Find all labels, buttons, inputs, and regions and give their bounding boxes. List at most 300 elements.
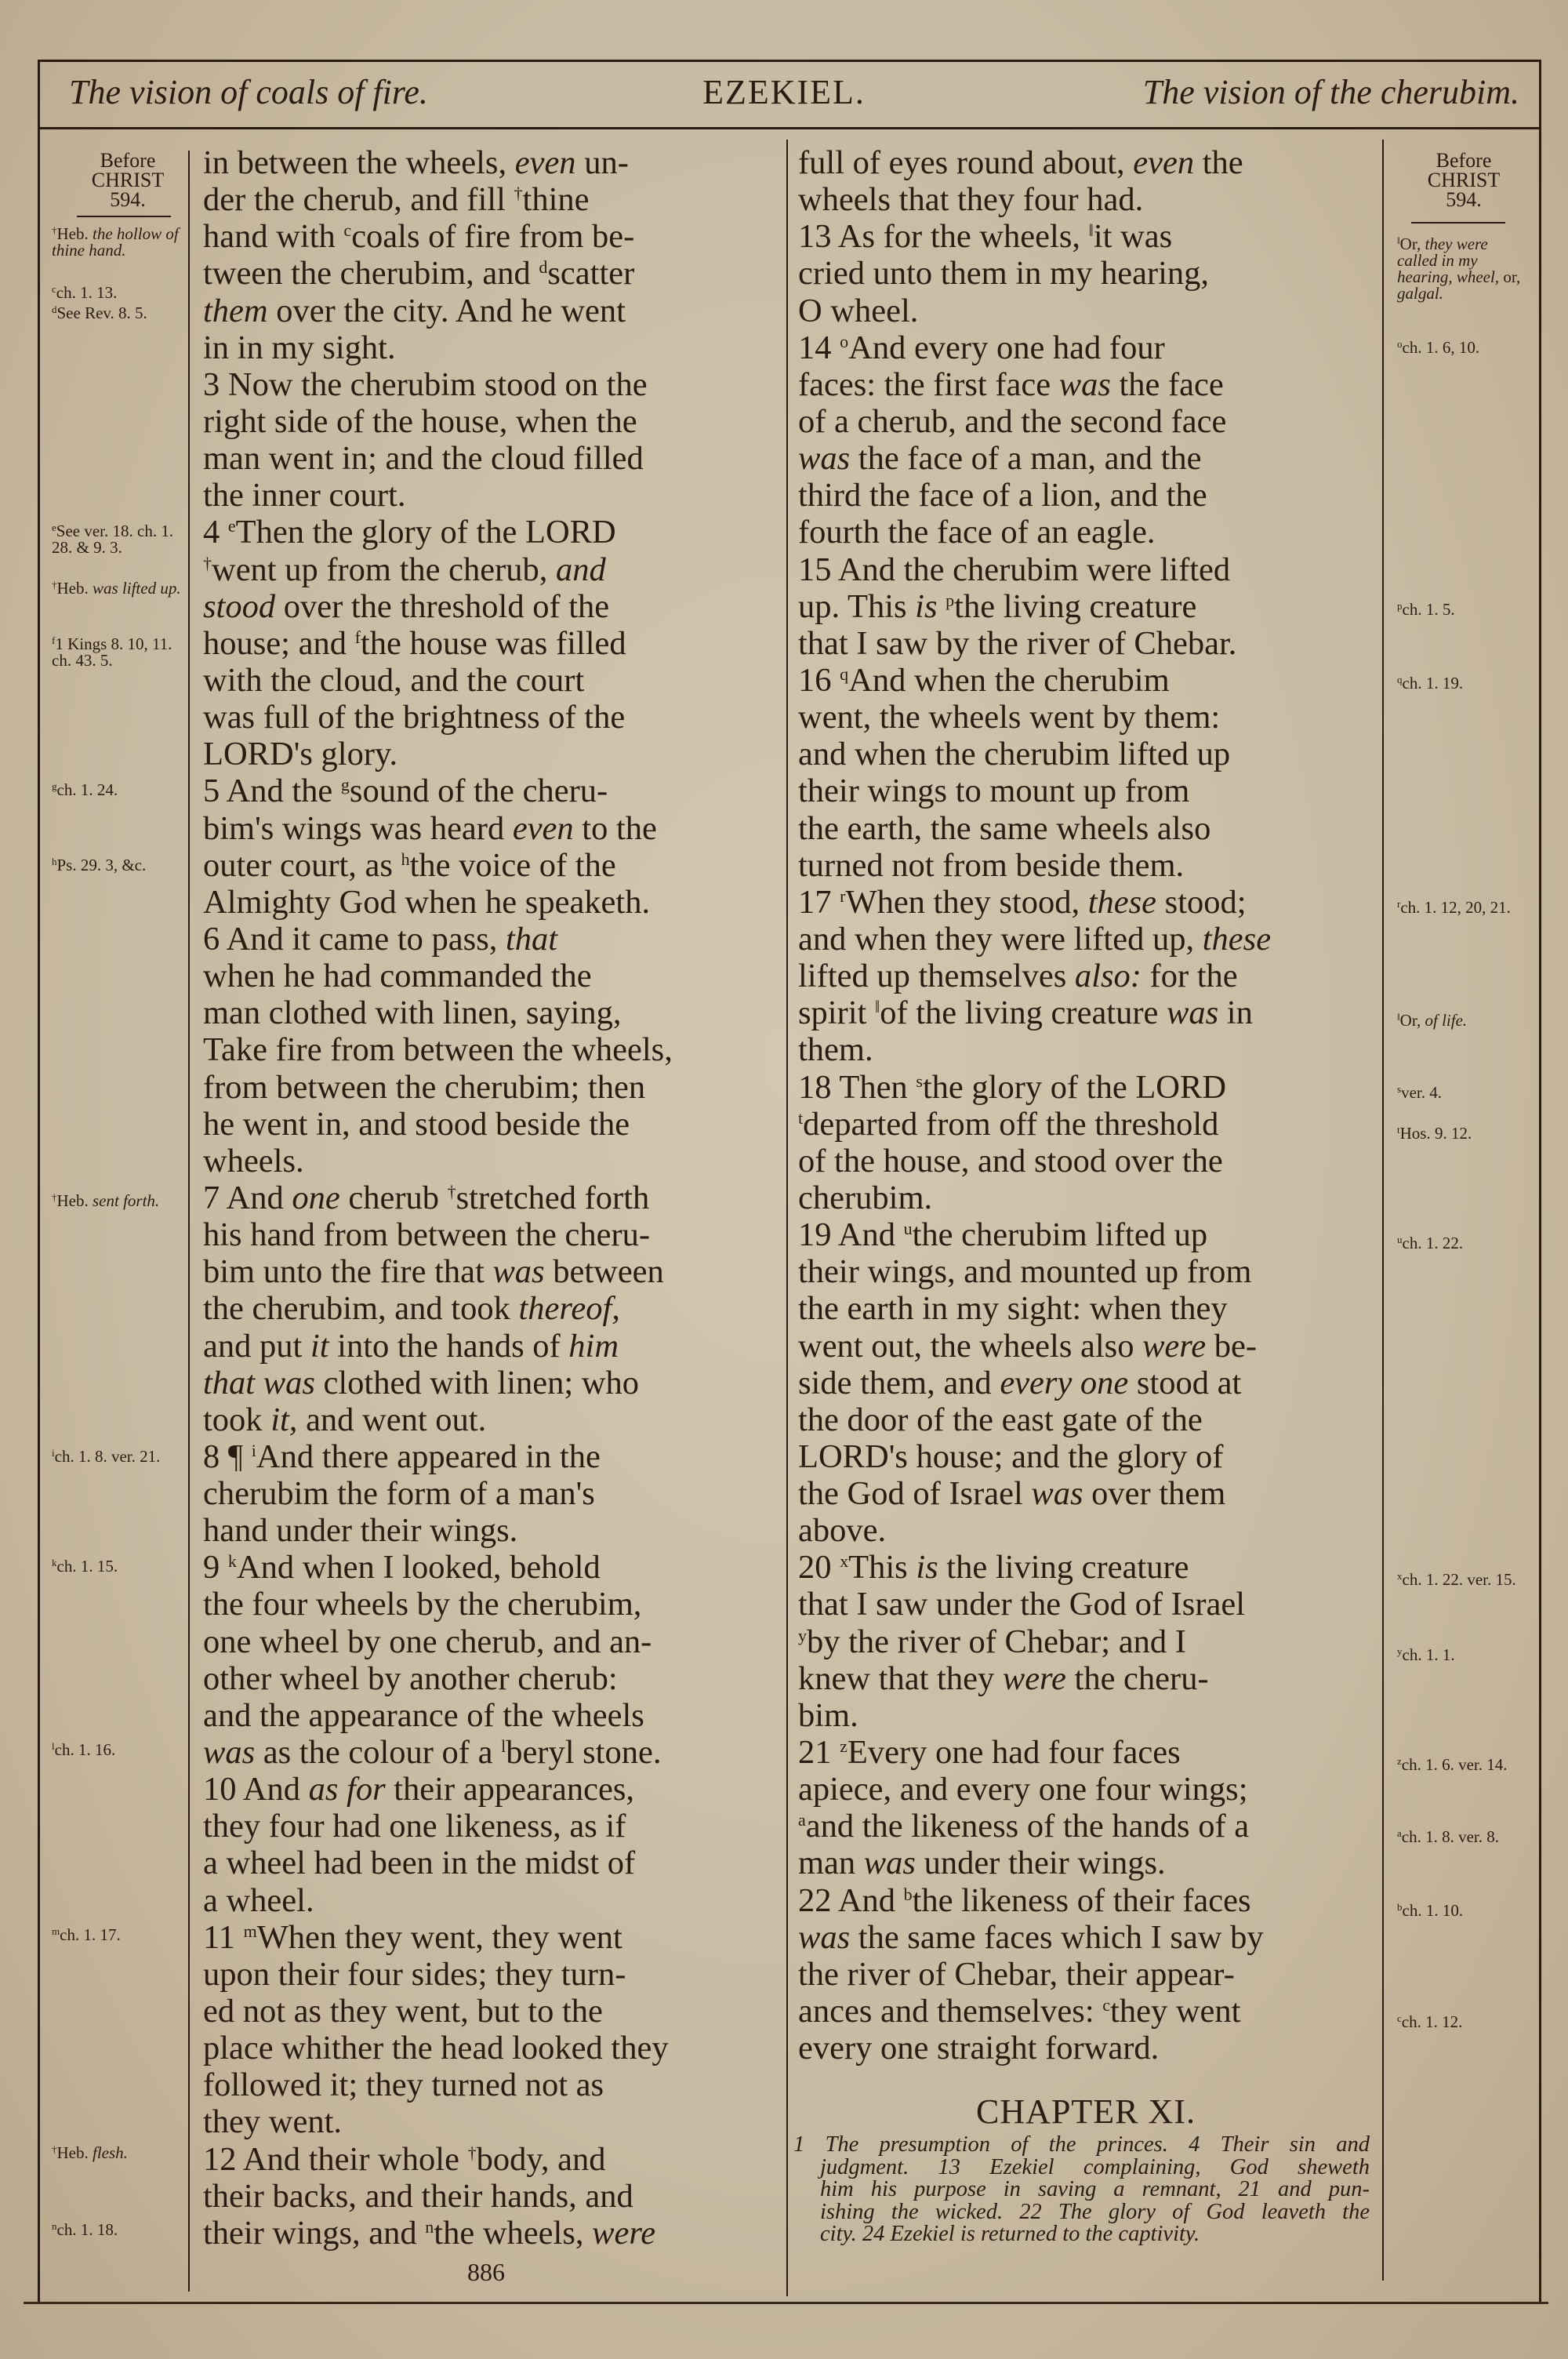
text-run: 6 And it came to pass, [203,920,506,958]
reference-mark: p [946,590,955,610]
italic-run: of life. [1425,1011,1468,1030]
text-run: ch. 1. 13. [56,283,118,302]
verse-line [798,1919,1373,1956]
text-run: bim's wings was heard [203,809,513,847]
verse-line [203,1697,775,1734]
text-run: See ver. 18. ch. 1. 28. & 9. 3. [52,522,174,557]
text-run: the house was filled [360,624,626,662]
verse-line [203,2066,775,2103]
text-run: between [544,1253,664,1291]
verse-line [203,662,775,699]
italic-run: also: [1074,958,1142,995]
verse-line [798,144,1373,181]
text-run: of the house, and stood over the [798,1142,1223,1180]
verse-line [798,329,1373,366]
verse-line [203,1031,775,1068]
verse-line [798,1253,1373,1290]
text-run: above. [798,1512,887,1550]
verse-line [798,1734,1373,1771]
text-run: 11 [203,1918,244,1956]
text-run: knew that they [798,1659,1003,1697]
verse-line [798,440,1373,477]
text-run: Hos. 9. 12. [1399,1124,1472,1143]
text-run: 19 And [798,1216,904,1254]
text-run: Take fire from between the wheels, [203,1031,673,1069]
text-run: ch. 1. 12. [1401,2012,1463,2031]
reference-mark: z [840,1736,848,1757]
page-number: 886 [467,2258,505,2286]
verse-line [203,1290,775,1327]
text-run: coals of fire from be- [351,218,635,256]
reference-mark: i [251,1440,256,1460]
marginal-reference [1397,900,1530,916]
reference-mark: f [354,627,361,647]
text-run: This [848,1549,916,1587]
text-run: house; and [203,624,355,662]
verse-line [798,403,1373,440]
marginal-reference [52,636,185,669]
text-run: LORD's glory. [203,736,398,773]
text-run: cried unto them in my hearing, [798,255,1210,293]
marginal-reference [52,1558,185,1575]
reference-mark: u [903,1219,913,1239]
chapter-summary [793,2134,1370,2246]
text-run: See Rev. 8. 5. [56,304,147,322]
reference-mark: g [340,775,350,795]
text-run: ch. 1. 5. [1402,600,1455,619]
verse-line [203,1993,775,2030]
reference-mark: h [52,856,57,867]
text-run: body, and [476,2140,606,2178]
verse-line [798,1438,1373,1475]
text-run: the cherubim, and took [203,1290,519,1328]
reference-mark: k [52,1557,57,1568]
verse-line [203,699,775,736]
text-run: tween the cherubim, and [203,255,539,293]
reference-mark: ‖ [875,997,880,1017]
text-run: with the cloud, and the court [203,661,585,699]
text-run: a wheel had been in the midst of [203,1845,636,1882]
verse-line [798,1623,1373,1660]
text-run: their wings, and mounted up from [798,1253,1252,1291]
reference-mark: c [343,220,352,241]
text-run: ch. 1. 8. ver. 8. [1401,1827,1500,1846]
text-run: it was [1093,218,1173,256]
text-run: ch. 1. 6. ver. 14. [1401,1755,1508,1774]
reference-mark: d [52,304,57,315]
text-run: 18 Then [798,1068,916,1106]
italic-run: it [310,1327,329,1365]
reference-mark: e [227,516,236,536]
verse-line [798,1512,1373,1549]
verse-line [203,2215,775,2252]
text-run: the likeness of their faces [912,1881,1251,1919]
text-run: and when they were lifted up, [798,920,1203,958]
verse-line [203,1365,775,1401]
text-run: their backs, and their hands, and [203,2177,633,2215]
reference-mark: b [1397,1901,1403,1913]
summary-line: him his purpose in saving a remnant, 21 and pun- [820,2177,1370,2201]
reference-mark: a [798,1810,806,1830]
verse-line [798,255,1373,292]
before-text: Before [100,149,156,172]
italic-run: thereof, [518,1290,620,1328]
text-run: Ps. 29. 3, &c. [56,856,147,874]
verse-line [203,1438,775,1475]
text-run: the living creature [938,1549,1189,1587]
text-run: over them [1083,1475,1226,1513]
text-run: 16 [798,661,840,699]
text-run: the earth, the same wheels also [798,809,1211,847]
marginal-reference [52,580,185,597]
verse-line [203,1328,775,1365]
marginal-reference [1397,602,1530,618]
text-run: lifted up themselves [798,958,1075,995]
text-run: faces: the first face [798,365,1059,403]
reference-mark: r [840,885,846,906]
reference-mark: o [840,331,849,351]
verse-line [203,1771,775,1808]
text-run: one wheel by one cherub, and an- [203,1623,652,1660]
text-run: O wheel. [798,292,919,329]
verse-line [798,1771,1373,1808]
text-run: into the hands of [328,1327,569,1365]
text-run: hand under their wings. [203,1512,518,1550]
italic-run: it, [270,1401,298,1438]
text-run: when he had commanded the [203,958,592,995]
text-run: went out, the wheels also [798,1327,1143,1365]
italic-run: was [863,1845,916,1882]
text-run: And when I looked, behold [236,1549,601,1587]
text-run: Or, [1399,234,1425,253]
text-run: he went in, and stood beside the [203,1105,630,1143]
verse-line [798,1031,1373,1068]
reference-mark: c [1397,2012,1402,2024]
verse-line [798,1365,1373,1401]
left-text-column [203,144,775,2252]
verse-line [798,2030,1373,2066]
chapter-heading: CHAPTER XI. [976,2092,1196,2131]
italic-run: even [512,809,574,847]
text-run: man went in; and the cloud filled [203,440,644,478]
marginal-reference [52,857,185,874]
verse-line [203,994,775,1031]
text-run: ch. 1. 15. [56,1557,118,1576]
italic-run: stood [203,587,276,625]
text-run: and when the cherubim lifted up [798,736,1231,773]
verse-line [203,2178,775,2215]
text-run: ver. 4. [1401,1083,1442,1102]
text-run: took [203,1401,271,1438]
text-run: ch. 1. 12, 20, 21. [1400,898,1511,917]
text-run: 4 [203,514,228,551]
text-run: third the face of a lion, and the [798,477,1207,514]
marginal-reference [1397,1829,1530,1845]
text-run: sound of the cheru- [349,772,608,810]
marginal-reference [1397,2014,1530,2030]
italic-run: even [1133,144,1195,181]
reference-mark: n [425,2216,434,2237]
text-run: and the likeness of the hands of a [805,1808,1250,1845]
reference-mark: m [243,1921,257,1941]
text-run: bim. [798,1696,858,1734]
italic-run: that was [203,1364,315,1401]
text-run: from between the cherubim; then [203,1068,646,1106]
verse-line [798,1328,1373,1365]
text-run: every one straight forward. [798,2030,1160,2067]
book-title: EZEKIEL. [702,73,866,111]
marginal-reference [1397,1572,1530,1588]
text-run: went up from the cherub, [212,551,557,588]
verse-line [203,1919,775,1956]
reference-mark: o [1397,338,1403,350]
verse-line [798,1993,1373,2030]
text-run: by the river of Chebar; and I [807,1623,1186,1660]
text-run: their wings, and [203,2214,426,2252]
reference-mark: f [52,634,56,646]
marginal-reference [52,2145,185,2161]
marginal-reference [52,523,185,556]
verse-line [203,514,775,551]
text-run: cherubim. [798,1179,933,1216]
italic-run: one [292,1179,340,1216]
text-run: the cheru- [1065,1659,1209,1697]
reference-mark: q [840,663,849,684]
reference-mark: l [501,1736,506,1757]
verse-line [798,1549,1373,1586]
text-run: man clothed with linen, saying, [203,994,622,1032]
text-run: of a cherub, and the second face [798,402,1227,440]
text-run: of the living creature [880,994,1167,1032]
text-run: right side of the house, when the [203,402,637,440]
reference-mark: b [903,1884,913,1904]
text-run: upon their four sides; they turn- [203,1955,626,1993]
italic-run: him [568,1327,619,1365]
year-text: 594. [1446,188,1482,211]
text-run: wheels. [203,1142,304,1180]
verse-line [203,958,775,994]
verse-line [203,181,775,218]
text-run: fourth the face of an eagle. [798,514,1156,551]
text-run: or, [1499,267,1521,286]
text-run: 21 [798,1734,840,1772]
before-text: Before [1436,149,1492,172]
text-run: over the threshold of the [275,587,610,625]
text-run: turned not from beside them. [798,846,1185,884]
verse-line [798,1845,1373,1881]
text-run: ch. 1. 18. [56,2220,118,2239]
text-run: When they went, they went [256,1918,622,1956]
text-run: be- [1206,1327,1258,1365]
text-run: to the [573,809,657,847]
verse-line [203,1956,775,1993]
text-run: 1 Kings 8. 10, 11. ch. 43. 5. [52,634,172,670]
column-divider [786,140,788,2296]
verse-line [203,736,775,772]
summary-line: city. 24 Ezekiel is returned to the captivity. [820,2222,1200,2246]
verse-line [203,1475,775,1512]
verse-line [203,810,775,847]
text-run: and put [203,1327,310,1365]
text-run: 14 [798,329,840,366]
italic-run: galgal. [1397,284,1443,303]
verse-line [203,477,775,514]
date-label-right [1405,151,1523,209]
text-run: When they stood, [845,883,1088,921]
verse-line [203,1586,775,1623]
italic-run: was [492,1253,545,1291]
date-rule-left [77,216,171,217]
verse-line [203,1216,775,1253]
verse-line [203,772,775,809]
text-run: the same faces which I saw by [850,1918,1264,1956]
text-run: and the appearance of the wheels [203,1696,644,1734]
text-run: they went. [203,2103,343,2141]
marginal-reference [1397,1647,1530,1663]
reference-mark: c [1102,1995,1111,2016]
text-run: ch. 1. 22. [1402,1234,1464,1252]
text-run: their wings to mount up from [798,772,1190,810]
marginal-reference [1397,1125,1530,1142]
italic-run: them [203,292,268,329]
verse-line [203,1253,775,1290]
reference-mark: q [1397,674,1403,685]
italic-run: as for [308,1771,386,1808]
verse-line [798,1586,1373,1623]
verse-line [203,440,775,477]
text-run: they went [1110,1993,1241,2030]
text-run: 22 And [798,1881,904,1919]
verse-line [798,477,1373,514]
verse-line [203,366,775,403]
reference-mark: † [52,2143,57,2155]
text-run: the face of a man, and the [850,440,1202,478]
text-run: un- [575,144,629,181]
christ-text: CHRIST [1427,169,1501,191]
verse-line [798,551,1373,588]
text-run: stood; [1156,883,1247,921]
text-run: man [798,1845,864,1882]
verse-line [798,1143,1373,1180]
verse-line [798,218,1373,255]
marginal-reference [1397,1012,1530,1029]
italic-run: that [506,920,558,958]
text-run: for the [1141,958,1238,995]
text-run: 8 ¶ [203,1438,252,1475]
verse-line [798,810,1373,847]
verse-line [798,921,1373,958]
text-run: 15 And the cherubim were lifted [798,551,1231,588]
text-run: ed not as they went, but to the [203,1993,603,2030]
text-run: their appearances, [385,1771,635,1808]
text-run: departed from off the threshold [803,1105,1219,1143]
reference-mark: h [401,849,410,869]
marginal-reference [52,305,185,322]
text-run: ch. 1. 10. [1402,1901,1464,1920]
marginal-reference [1397,236,1530,302]
verse-line [203,1549,775,1586]
verse-line [203,1734,775,1771]
header-rule [38,127,1539,129]
reference-mark: x [1397,1570,1403,1582]
text-run: the face [1110,365,1224,403]
italic-run: was [798,440,851,478]
reference-mark: s [1397,1083,1402,1095]
text-run: followed it; they turned not as [203,2066,604,2104]
text-run: full of eyes round about, [798,144,1134,181]
marginal-reference [52,1448,185,1465]
text-run: spirit [798,994,875,1032]
verse-line [798,958,1373,994]
italic-run: flesh. [93,2143,128,2162]
text-run: as the colour of a [255,1734,502,1772]
italic-run: was [1031,1475,1083,1513]
text-run: was full of the brightness of the [203,699,626,736]
reference-mark: † [514,184,523,204]
summary-line: 1 The presumption of the princes. 4 Their sin and [793,2132,1370,2157]
text-run: the river of Chebar, their appear- [798,1955,1235,1993]
text-run: Almighty God when he speaketh. [203,883,651,921]
verse-line [798,1882,1373,1919]
reference-mark: d [539,257,548,278]
reference-mark: † [52,579,57,591]
verse-line [203,1512,775,1549]
text-run: cherub [339,1179,448,1216]
verse-line [798,1697,1373,1734]
bottom-rule [24,2302,1548,2304]
text-run: scatter [547,255,635,293]
text-run: And when the cherubim [848,661,1170,699]
verse-line [798,1660,1373,1697]
reference-mark: y [798,1625,807,1645]
text-run: Heb. [56,1191,93,1210]
verse-line [798,884,1373,921]
text-run: Heb. [56,579,93,598]
text-run: that I saw by the river of Chebar. [798,624,1237,662]
verse-line [798,847,1373,884]
reference-mark: t [1397,1124,1400,1136]
text-run: side them, and [798,1364,1000,1401]
verse-line [798,588,1373,625]
marginal-reference [1397,1085,1530,1101]
text-run: outer court, as [203,846,401,884]
reference-mark: ‖ [1397,234,1400,246]
text-run [938,588,946,625]
text-run: them. [798,1031,873,1069]
verse-line [798,1106,1373,1143]
text-run: place whither the head looked they [203,2030,669,2067]
marginal-reference [52,1193,185,1209]
text-run: the [1194,144,1243,181]
italic-run: were [1142,1327,1207,1365]
text-run: his hand from between the cheru- [203,1216,650,1254]
text-run: wheels that they four had. [798,181,1144,219]
verse-line [798,736,1373,772]
reference-mark: n [52,2220,57,2232]
reference-mark: p [1397,600,1403,612]
text-run: cherubim the form of a man's [203,1475,595,1513]
reference-mark: † [52,224,57,236]
verse-line [203,1069,775,1106]
text-run: ch. 1. 6, 10. [1402,338,1480,357]
verse-line [798,994,1373,1031]
italic-run: the hollow of thine hand. [52,224,179,260]
verse-line [798,1290,1373,1327]
marginal-reference [1397,1757,1530,1773]
italic-run: these [1202,920,1272,958]
right-text-column [798,144,1373,2066]
verse-line [798,1808,1373,1845]
